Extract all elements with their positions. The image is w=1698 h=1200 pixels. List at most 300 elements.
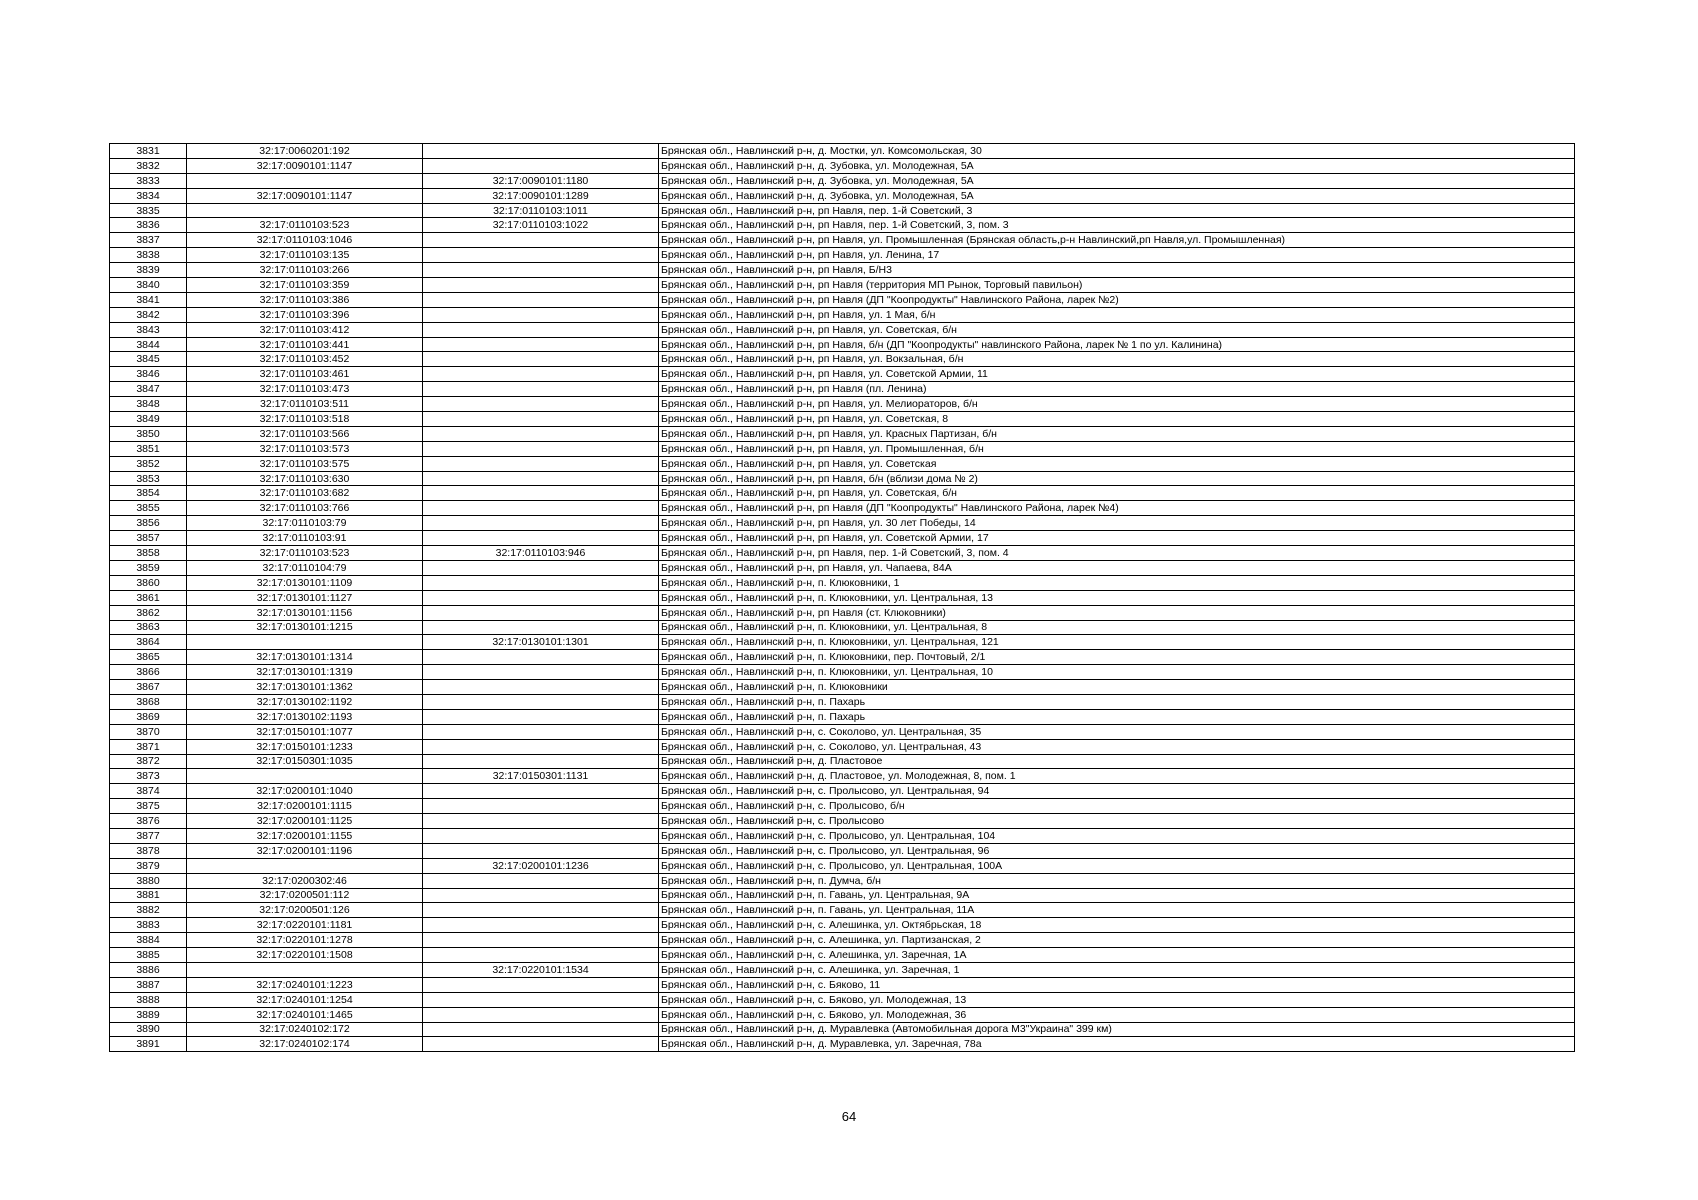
row-number-cell: 3838 [110,248,187,263]
row-number-cell: 3861 [110,590,187,605]
address-cell: Брянская обл., Навлинский р-н, п. Клюковники, ул. Центральная, 121 [659,635,1575,650]
cadastral-number-cell: 32:17:0130102:1192 [187,694,423,709]
row-number-cell: 3888 [110,992,187,1007]
table-row [110,1022,1575,1037]
row-number-cell: 3874 [110,784,187,799]
row-number-cell: 3847 [110,382,187,397]
related-cadastral-number-cell [423,918,659,933]
table-row [110,188,1575,203]
table-row [110,382,1575,397]
row-number-cell: 3832 [110,158,187,173]
related-cadastral-number-cell: 32:17:0220101:1534 [423,962,659,977]
address-cell: Брянская обл., Навлинский р-н, рп Навля (ст. Клюковники) [659,605,1575,620]
table-row [110,412,1575,427]
table-row [110,709,1575,724]
cadastral-number-cell: 32:17:0110103:1046 [187,233,423,248]
row-number-cell: 3854 [110,486,187,501]
row-number-cell: 3869 [110,709,187,724]
table-row [110,903,1575,918]
table-row [110,337,1575,352]
related-cadastral-number-cell [423,605,659,620]
related-cadastral-number-cell [423,903,659,918]
row-number-cell: 3843 [110,322,187,337]
related-cadastral-number-cell [423,933,659,948]
related-cadastral-number-cell [423,739,659,754]
related-cadastral-number-cell [423,263,659,278]
cadastral-number-cell: 32:17:0110103:518 [187,412,423,427]
related-cadastral-number-cell [423,724,659,739]
related-cadastral-number-cell [423,248,659,263]
cadastral-number-cell: 32:17:0110103:359 [187,278,423,293]
related-cadastral-number-cell [423,531,659,546]
address-cell: Брянская обл., Навлинский р-н, п. Клюковники, 1 [659,575,1575,590]
row-number-cell: 3867 [110,680,187,695]
related-cadastral-number-cell [423,873,659,888]
cadastral-number-cell: 32:17:0200101:1125 [187,814,423,829]
row-number-cell: 3885 [110,948,187,963]
cadastral-number-cell: 32:17:0110103:566 [187,426,423,441]
related-cadastral-number-cell: 32:17:0110103:1022 [423,218,659,233]
address-cell: Брянская обл., Навлинский р-н, п. Клюковники, ул. Центральная, 10 [659,665,1575,680]
related-cadastral-number-cell [423,560,659,575]
cadastral-number-cell: 32:17:0200101:1155 [187,828,423,843]
table-row [110,843,1575,858]
table-row [110,292,1575,307]
address-cell: Брянская обл., Навлинский р-н, рп Навля, пер. 1-й Советский, 3, пом. 3 [659,218,1575,233]
table-row [110,784,1575,799]
row-number-cell: 3852 [110,456,187,471]
cadastral-number-cell: 32:17:0150101:1233 [187,739,423,754]
related-cadastral-number-cell: 32:17:0200101:1236 [423,858,659,873]
related-cadastral-number-cell [423,665,659,680]
cadastral-number-cell: 32:17:0110103:91 [187,531,423,546]
table-row [110,158,1575,173]
address-cell: Брянская обл., Навлинский р-н, с. Пролысово [659,814,1575,829]
address-cell: Брянская обл., Навлинский р-н, п. Пахарь [659,709,1575,724]
address-cell: Брянская обл., Навлинский р-н, рп Навля, ул. Промышленная (Брянская область,р-н Навлинский,рп Навля,ул. Промышленная) [659,233,1575,248]
cadastral-number-cell: 32:17:0110103:630 [187,471,423,486]
related-cadastral-number-cell [423,992,659,1007]
table-row [110,173,1575,188]
related-cadastral-number-cell [423,977,659,992]
address-cell: Брянская обл., Навлинский р-н, с. Соколово, ул. Центральная, 43 [659,739,1575,754]
table-row [110,948,1575,963]
cadastral-number-cell [187,858,423,873]
related-cadastral-number-cell [423,397,659,412]
row-number-cell: 3884 [110,933,187,948]
related-cadastral-number-cell [423,367,659,382]
address-cell: Брянская обл., Навлинский р-н, рп Навля (ДП "Коопродукты" Навлинского Района, ларек №2) [659,292,1575,307]
related-cadastral-number-cell [423,888,659,903]
address-cell: Брянская обл., Навлинский р-н, п. Думча, б/н [659,873,1575,888]
address-cell: Брянская обл., Навлинский р-н, рп Навля (ДП "Коопродукты" Навлинского Района, ларек №4) [659,501,1575,516]
address-cell: Брянская обл., Навлинский р-н, д. Зубовка, ул. Молодежная, 5А [659,188,1575,203]
table-row [110,531,1575,546]
row-number-cell: 3880 [110,873,187,888]
address-cell: Брянская обл., Навлинский р-н, рп Навля (территория МП Рынок, Торговый павильон) [659,278,1575,293]
table-row [110,516,1575,531]
table-row [110,1037,1575,1052]
row-number-cell: 3859 [110,560,187,575]
row-number-cell: 3856 [110,516,187,531]
address-cell: Брянская обл., Навлинский р-н, п. Гавань, ул. Центральная, 11А [659,903,1575,918]
cadastral-number-cell: 32:17:0220101:1181 [187,918,423,933]
row-number-cell: 3879 [110,858,187,873]
related-cadastral-number-cell [423,1037,659,1052]
table-row [110,739,1575,754]
table-row [110,203,1575,218]
address-cell: Брянская обл., Навлинский р-н, рп Навля, ул. Ленина, 17 [659,248,1575,263]
row-number-cell: 3877 [110,828,187,843]
row-number-cell: 3840 [110,278,187,293]
related-cadastral-number-cell [423,620,659,635]
table-row [110,933,1575,948]
cadastral-number-cell: 32:17:0200101:1115 [187,799,423,814]
related-cadastral-number-cell [423,233,659,248]
table-row [110,218,1575,233]
cadastral-number-cell: 32:17:0200101:1040 [187,784,423,799]
table-row [110,605,1575,620]
table-row [110,650,1575,665]
related-cadastral-number-cell [423,456,659,471]
cadastral-number-cell: 32:17:0130101:1215 [187,620,423,635]
table-row [110,248,1575,263]
address-cell: Брянская обл., Навлинский р-н, с. Пролысово, ул. Центральная, 100А [659,858,1575,873]
row-number-cell: 3868 [110,694,187,709]
related-cadastral-number-cell [423,1022,659,1037]
cadastral-number-cell: 32:17:0240102:172 [187,1022,423,1037]
row-number-cell: 3846 [110,367,187,382]
address-cell: Брянская обл., Навлинский р-н, с. Пролысово, ул. Центральная, 96 [659,843,1575,858]
address-cell: Брянская обл., Навлинский р-н, д. Пластовое [659,754,1575,769]
address-cell: Брянская обл., Навлинский р-н, рп Навля, ул. Советская, б/н [659,322,1575,337]
address-cell: Брянская обл., Навлинский р-н, рп Навля, б/н (ДП "Коопродукты" навлинского Района, ларек № 1 по ул. Калинина) [659,337,1575,352]
row-number-cell: 3891 [110,1037,187,1052]
cadastral-number-cell: 32:17:0110103:396 [187,307,423,322]
row-number-cell: 3881 [110,888,187,903]
address-cell: Брянская обл., Навлинский р-н, рп Навля (пл. Ленина) [659,382,1575,397]
address-cell: Брянская обл., Навлинский р-н, с. Пролысово, б/н [659,799,1575,814]
related-cadastral-number-cell [423,307,659,322]
cadastral-number-cell: 32:17:0090101:1147 [187,158,423,173]
address-cell: Брянская обл., Навлинский р-н, с. Алешинка, ул. Заречная, 1 [659,962,1575,977]
related-cadastral-number-cell [423,278,659,293]
row-number-cell: 3844 [110,337,187,352]
cadastral-number-cell: 32:17:0150101:1077 [187,724,423,739]
table-row [110,590,1575,605]
table-row [110,367,1575,382]
row-number-cell: 3850 [110,426,187,441]
row-number-cell: 3870 [110,724,187,739]
related-cadastral-number-cell [423,799,659,814]
address-cell: Брянская обл., Навлинский р-н, д. Муравлевка, ул. Заречная, 78а [659,1037,1575,1052]
related-cadastral-number-cell [423,426,659,441]
row-number-cell: 3862 [110,605,187,620]
cadastral-number-cell: 32:17:0130101:1109 [187,575,423,590]
related-cadastral-number-cell [423,352,659,367]
address-cell: Брянская обл., Навлинский р-н, п. Клюковники, ул. Центральная, 8 [659,620,1575,635]
table-row [110,456,1575,471]
table-row [110,962,1575,977]
address-cell: Брянская обл., Навлинский р-н, с. Пролысово, ул. Центральная, 94 [659,784,1575,799]
cadastral-number-cell: 32:17:0110103:575 [187,456,423,471]
row-number-cell: 3878 [110,843,187,858]
cadastral-number-cell: 32:17:0130101:1314 [187,650,423,665]
address-cell: Брянская обл., Навлинский р-н, с. Бяково, 11 [659,977,1575,992]
table-row [110,992,1575,1007]
address-cell: Брянская обл., Навлинский р-н, рп Навля, ул. Красных Партизан, б/н [659,426,1575,441]
row-number-cell: 3863 [110,620,187,635]
row-number-cell: 3857 [110,531,187,546]
row-number-cell: 3848 [110,397,187,412]
cadastral-number-cell: 32:17:0150301:1035 [187,754,423,769]
address-cell: Брянская обл., Навлинский р-н, рп Навля, пер. 1-й Советский, 3, пом. 4 [659,546,1575,561]
related-cadastral-number-cell [423,948,659,963]
related-cadastral-number-cell [423,501,659,516]
row-number-cell: 3887 [110,977,187,992]
row-number-cell: 3841 [110,292,187,307]
related-cadastral-number-cell [423,709,659,724]
table-row [110,426,1575,441]
address-cell: Брянская обл., Навлинский р-н, д. Зубовка, ул. Молодежная, 5А [659,158,1575,173]
row-number-cell: 3853 [110,471,187,486]
row-number-cell: 3883 [110,918,187,933]
table-row [110,307,1575,322]
address-cell: Брянская обл., Навлинский р-н, п. Клюковники, пер. Почтовый, 2/1 [659,650,1575,665]
table-row [110,486,1575,501]
cadastral-number-cell [187,962,423,977]
table-row [110,680,1575,695]
address-cell: Брянская обл., Навлинский р-н, рп Навля, б/н (вблизи дома № 2) [659,471,1575,486]
table-row [110,635,1575,650]
table-row [110,724,1575,739]
row-number-cell: 3890 [110,1022,187,1037]
table-row [110,546,1575,561]
cadastral-number-cell [187,173,423,188]
cadastral-number-cell: 32:17:0110103:682 [187,486,423,501]
related-cadastral-number-cell [423,441,659,456]
cadastral-number-cell: 32:17:0060201:192 [187,144,423,159]
cadastral-number-cell: 32:17:0200501:112 [187,888,423,903]
cadastral-number-cell: 32:17:0110103:452 [187,352,423,367]
related-cadastral-number-cell [423,575,659,590]
table-row [110,694,1575,709]
address-cell: Брянская обл., Навлинский р-н, д. Мостки, ул. Комсомольская, 30 [659,144,1575,159]
address-cell: Брянская обл., Навлинский р-н, рп Навля, ул. 30 лет Победы, 14 [659,516,1575,531]
row-number-cell: 3831 [110,144,187,159]
row-number-cell: 3839 [110,263,187,278]
address-cell: Брянская обл., Навлинский р-н, с. Алешинка, ул. Заречная, 1А [659,948,1575,963]
address-cell: Брянская обл., Навлинский р-н, рп Навля, ул. Мелиораторов, б/н [659,397,1575,412]
row-number-cell: 3876 [110,814,187,829]
address-cell: Брянская обл., Навлинский р-н, рп Навля, ул. Вокзальная, б/н [659,352,1575,367]
address-cell: Брянская обл., Навлинский р-н, д. Пластовое, ул. Молодежная, 8, пом. 1 [659,769,1575,784]
address-cell: Брянская обл., Навлинский р-н, п. Клюковники [659,680,1575,695]
related-cadastral-number-cell: 32:17:0090101:1289 [423,188,659,203]
table-row [110,918,1575,933]
row-number-cell: 3855 [110,501,187,516]
related-cadastral-number-cell [423,144,659,159]
row-number-cell: 3837 [110,233,187,248]
row-number-cell: 3882 [110,903,187,918]
address-cell: Брянская обл., Навлинский р-н, п. Гавань, ул. Центральная, 9А [659,888,1575,903]
table-row [110,233,1575,248]
address-cell: Брянская обл., Навлинский р-н, рп Навля, ул. 1 Мая, б/н [659,307,1575,322]
table-row [110,799,1575,814]
table-row [110,322,1575,337]
cadastral-number-cell: 32:17:0110103:511 [187,397,423,412]
table-row [110,873,1575,888]
cadastral-number-cell [187,769,423,784]
address-cell: Брянская обл., Навлинский р-н, рп Навля, Б/Н3 [659,263,1575,278]
related-cadastral-number-cell: 32:17:0090101:1180 [423,173,659,188]
row-number-cell: 3842 [110,307,187,322]
address-cell: Брянская обл., Навлинский р-н, д. Муравлевка (Автомобильная дорога М3"Украина" 399 км) [659,1022,1575,1037]
related-cadastral-number-cell: 32:17:0110103:1011 [423,203,659,218]
related-cadastral-number-cell [423,382,659,397]
related-cadastral-number-cell [423,590,659,605]
table-row [110,858,1575,873]
cadastral-number-cell: 32:17:0220101:1278 [187,933,423,948]
address-cell: Брянская обл., Навлинский р-н, рп Навля, ул. Советской Армии, 17 [659,531,1575,546]
cadastral-number-cell: 32:17:0110103:135 [187,248,423,263]
row-number-cell: 3849 [110,412,187,427]
row-number-cell: 3873 [110,769,187,784]
cadastral-number-cell: 32:17:0110104:79 [187,560,423,575]
address-cell: Брянская обл., Навлинский р-н, рп Навля, ул. Советская [659,456,1575,471]
address-cell: Брянская обл., Навлинский р-н, рп Навля, ул. Чапаева, 84А [659,560,1575,575]
related-cadastral-number-cell [423,754,659,769]
cadastral-number-cell: 32:17:0240101:1465 [187,1007,423,1022]
related-cadastral-number-cell [423,486,659,501]
cadastral-number-cell: 32:17:0200101:1196 [187,843,423,858]
address-cell: Брянская обл., Навлинский р-н, рп Навля, пер. 1-й Советский, 3 [659,203,1575,218]
table-row [110,501,1575,516]
related-cadastral-number-cell [423,337,659,352]
cadastral-number-cell: 32:17:0220101:1508 [187,948,423,963]
address-cell: Брянская обл., Навлинский р-н, рп Навля, ул. Советской Армии, 11 [659,367,1575,382]
table-row [110,888,1575,903]
related-cadastral-number-cell [423,158,659,173]
related-cadastral-number-cell [423,1007,659,1022]
row-number-cell: 3835 [110,203,187,218]
table-row [110,620,1575,635]
address-cell: Брянская обл., Навлинский р-н, с. Соколово, ул. Центральная, 35 [659,724,1575,739]
table-row [110,263,1575,278]
table-row [110,471,1575,486]
related-cadastral-number-cell [423,784,659,799]
related-cadastral-number-cell [423,516,659,531]
address-cell: Брянская обл., Навлинский р-н, д. Зубовка, ул. Молодежная, 5А [659,173,1575,188]
row-number-cell: 3871 [110,739,187,754]
cadastral-number-cell: 32:17:0200302:46 [187,873,423,888]
cadastral-number-cell: 32:17:0110103:386 [187,292,423,307]
address-cell: Брянская обл., Навлинский р-н, рп Навля, ул. Промышленная, б/н [659,441,1575,456]
table-row [110,814,1575,829]
cadastral-number-cell: 32:17:0090101:1147 [187,188,423,203]
related-cadastral-number-cell: 32:17:0110103:946 [423,546,659,561]
cadastral-number-cell: 32:17:0130101:1362 [187,680,423,695]
table-row [110,397,1575,412]
page-number: 64 [841,1109,857,1124]
cadastral-number-cell: 32:17:0200501:126 [187,903,423,918]
table-row [110,144,1575,159]
cadastral-number-cell [187,203,423,218]
row-number-cell: 3860 [110,575,187,590]
related-cadastral-number-cell [423,412,659,427]
row-number-cell: 3836 [110,218,187,233]
related-cadastral-number-cell [423,471,659,486]
table-row [110,1007,1575,1022]
row-number-cell: 3889 [110,1007,187,1022]
row-number-cell: 3845 [110,352,187,367]
address-cell: Брянская обл., Навлинский р-н, с. Алешинка, ул. Партизанская, 2 [659,933,1575,948]
table-row [110,278,1575,293]
related-cadastral-number-cell [423,322,659,337]
related-cadastral-number-cell [423,828,659,843]
table-row [110,560,1575,575]
table-row [110,769,1575,784]
table-row [110,977,1575,992]
table-row [110,441,1575,456]
table-body [110,144,1575,1052]
table-row [110,575,1575,590]
cadastral-number-cell: 32:17:0110103:523 [187,218,423,233]
related-cadastral-number-cell: 32:17:0130101:1301 [423,635,659,650]
cadastral-number-cell: 32:17:0110103:441 [187,337,423,352]
cadastral-number-cell: 32:17:0110103:79 [187,516,423,531]
address-cell: Брянская обл., Навлинский р-н, п. Клюковники, ул. Центральная, 13 [659,590,1575,605]
row-number-cell: 3875 [110,799,187,814]
row-number-cell: 3851 [110,441,187,456]
row-number-cell: 3865 [110,650,187,665]
address-cell: Брянская обл., Навлинский р-н, п. Пахарь [659,694,1575,709]
cadastral-number-cell: 32:17:0240101:1254 [187,992,423,1007]
cadastral-number-cell: 32:17:0130101:1319 [187,665,423,680]
row-number-cell: 3833 [110,173,187,188]
cadastral-number-cell: 32:17:0130101:1156 [187,605,423,620]
related-cadastral-number-cell [423,680,659,695]
cadastral-number-cell: 32:17:0240102:174 [187,1037,423,1052]
related-cadastral-number-cell [423,814,659,829]
address-cell: Брянская обл., Навлинский р-н, с. Бяково, ул. Молодежная, 13 [659,992,1575,1007]
table-row [110,352,1575,367]
address-cell: Брянская обл., Навлинский р-н, рп Навля, ул. Советская, 8 [659,412,1575,427]
cadastral-number-cell: 32:17:0240101:1223 [187,977,423,992]
related-cadastral-number-cell: 32:17:0150301:1131 [423,769,659,784]
cadastral-number-cell: 32:17:0110103:461 [187,367,423,382]
related-cadastral-number-cell [423,292,659,307]
cadastral-number-cell: 32:17:0130101:1127 [187,590,423,605]
cadastral-number-cell: 32:17:0110103:766 [187,501,423,516]
cadastral-number-cell: 32:17:0130102:1193 [187,709,423,724]
row-number-cell: 3886 [110,962,187,977]
address-cell: Брянская обл., Навлинский р-н, с. Пролысово, ул. Центральная, 104 [659,828,1575,843]
related-cadastral-number-cell [423,694,659,709]
row-number-cell: 3834 [110,188,187,203]
document-table [109,143,1575,1052]
table-row [110,828,1575,843]
cadastral-number-cell: 32:17:0110103:266 [187,263,423,278]
cadastral-number-cell: 32:17:0110103:523 [187,546,423,561]
table-row [110,665,1575,680]
row-number-cell: 3866 [110,665,187,680]
related-cadastral-number-cell [423,650,659,665]
row-number-cell: 3872 [110,754,187,769]
address-cell: Брянская обл., Навлинский р-н, с. Алешинка, ул. Октябрьская, 18 [659,918,1575,933]
cadastral-number-cell: 32:17:0110103:473 [187,382,423,397]
cadastral-number-cell: 32:17:0110103:412 [187,322,423,337]
